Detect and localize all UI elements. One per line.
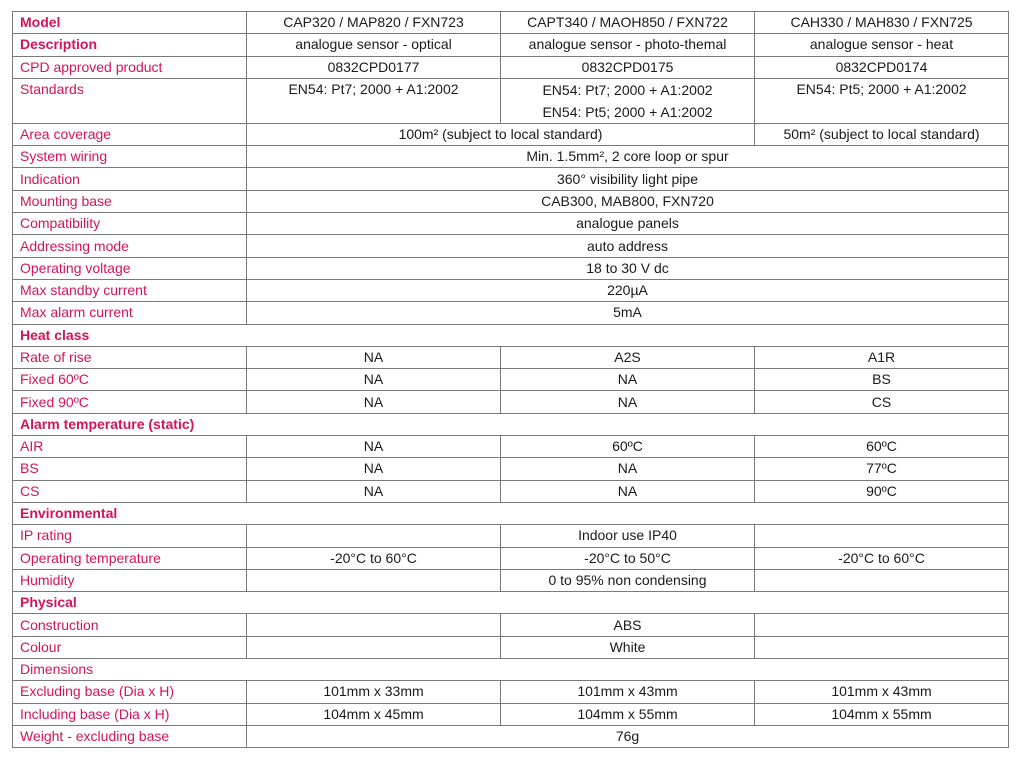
section-heading-environmental: Environmental — [13, 502, 1009, 524]
fixed-90-cell: NA — [247, 391, 501, 413]
model-cell: CAH330 / MAH830 / FXN725 — [755, 12, 1009, 34]
row-label-standby: Max standby current — [13, 279, 247, 301]
table-row — [13, 235, 1009, 257]
standards-cell — [501, 78, 755, 123]
specification-table — [12, 11, 1009, 748]
row-label-alarm-current: Max alarm current — [13, 302, 247, 324]
operating-temperature-cell: -20°C to 60°C — [755, 547, 1009, 569]
weight-cell: 76g — [247, 725, 1009, 747]
table-row — [13, 190, 1009, 212]
table-row — [13, 391, 1009, 413]
table-row — [13, 525, 1009, 547]
row-label-bs: BS — [13, 458, 247, 480]
operating-temperature-cell: -20°C to 50°C — [501, 547, 755, 569]
air-cell: 60ºC — [501, 436, 755, 458]
row-label-area: Area coverage — [13, 123, 247, 145]
table-row — [13, 703, 1009, 725]
standards-cell: EN54: Pt5; 2000 + A1:2002 — [755, 78, 1009, 123]
section-heading-alarm-temperature: Alarm temperature (static) — [13, 413, 1009, 435]
operating-temperature-cell: -20°C to 60°C — [247, 547, 501, 569]
area-cell: 50m² (subject to local standard) — [755, 123, 1009, 145]
compatibility-cell: analogue panels — [247, 213, 1009, 235]
row-label-indication: Indication — [13, 168, 247, 190]
section-heading-physical: Physical — [13, 592, 1009, 614]
standards-cell: EN54: Pt7; 2000 + A1:2002 — [247, 78, 501, 123]
empty-cell — [247, 614, 501, 636]
cs-cell: NA — [501, 480, 755, 502]
addressing-cell: auto address — [247, 235, 1009, 257]
table-row — [13, 502, 1009, 524]
air-cell: 60ºC — [755, 436, 1009, 458]
row-label-rate-of-rise: Rate of rise — [13, 346, 247, 368]
wiring-cell: Min. 1.5mm², 2 core loop or spur — [247, 146, 1009, 168]
indication-cell: 360° visibility light pipe — [247, 168, 1009, 190]
excluding-base-cell: 101mm x 43mm — [501, 681, 755, 703]
including-base-cell: 104mm x 55mm — [755, 703, 1009, 725]
voltage-cell: 18 to 30 V dc — [247, 257, 1009, 279]
rate-of-rise-cell: NA — [247, 346, 501, 368]
standards-line: EN54: Pt7; 2000 + A1:2002 — [542, 81, 713, 98]
including-base-cell: 104mm x 45mm — [247, 703, 501, 725]
table-row — [13, 34, 1009, 56]
including-base-cell: 104mm x 55mm — [501, 703, 755, 725]
row-label-wiring: System wiring — [13, 146, 247, 168]
fixed-90-cell: CS — [755, 391, 1009, 413]
colour-cell: White — [501, 636, 755, 658]
section-heading-heat-class: Heat class — [13, 324, 1009, 346]
table-row — [13, 12, 1009, 34]
table-row — [13, 168, 1009, 190]
model-cell: CAPT340 / MAOH850 / FXN722 — [501, 12, 755, 34]
empty-cell — [755, 525, 1009, 547]
table-row — [13, 659, 1009, 681]
table-row — [13, 346, 1009, 368]
bs-cell: NA — [501, 458, 755, 480]
row-label-compatibility: Compatibility — [13, 213, 247, 235]
table-row — [13, 78, 1009, 123]
rate-of-rise-cell: A2S — [501, 346, 755, 368]
table-row — [13, 213, 1009, 235]
humidity-cell: 0 to 95% non condensing — [501, 569, 755, 591]
table-row — [13, 547, 1009, 569]
air-cell: NA — [247, 436, 501, 458]
empty-cell — [755, 569, 1009, 591]
row-label-excluding-base: Excluding base (Dia x H) — [13, 681, 247, 703]
mounting-cell: CAB300, MAB800, FXN720 — [247, 190, 1009, 212]
table-row — [13, 279, 1009, 301]
table-row — [13, 257, 1009, 279]
table-row — [13, 146, 1009, 168]
empty-cell — [247, 525, 501, 547]
row-label-description: Description — [13, 34, 247, 56]
row-label-standards: Standards — [13, 78, 247, 123]
row-label-fixed-60: Fixed 60ºC — [13, 369, 247, 391]
cpd-cell: 0832CPD0174 — [755, 56, 1009, 78]
row-label-fixed-90: Fixed 90ºC — [13, 391, 247, 413]
row-label-dimensions: Dimensions — [13, 659, 1009, 681]
table-row — [13, 592, 1009, 614]
excluding-base-cell: 101mm x 33mm — [247, 681, 501, 703]
table-row — [13, 458, 1009, 480]
alarm-current-cell: 5mA — [247, 302, 1009, 324]
empty-cell — [755, 614, 1009, 636]
fixed-60-cell: BS — [755, 369, 1009, 391]
table-row — [13, 302, 1009, 324]
row-label-cpd: CPD approved product — [13, 56, 247, 78]
row-label-voltage: Operating voltage — [13, 257, 247, 279]
table-row — [13, 480, 1009, 502]
row-label-construction: Construction — [13, 614, 247, 636]
row-label-cs: CS — [13, 480, 247, 502]
bs-cell: 77ºC — [755, 458, 1009, 480]
empty-cell — [247, 569, 501, 591]
table-row — [13, 324, 1009, 346]
construction-cell: ABS — [501, 614, 755, 636]
area-cell: 100m² (subject to local standard) — [247, 123, 755, 145]
table-row — [13, 56, 1009, 78]
cs-cell: 90ºC — [755, 480, 1009, 502]
fixed-60-cell: NA — [501, 369, 755, 391]
row-label-addressing: Addressing mode — [13, 235, 247, 257]
description-cell: analogue sensor - optical — [247, 34, 501, 56]
row-label-model: Model — [13, 12, 247, 34]
rate-of-rise-cell: A1R — [755, 346, 1009, 368]
table-row — [13, 369, 1009, 391]
table-row — [13, 681, 1009, 703]
empty-cell — [755, 636, 1009, 658]
cs-cell: NA — [247, 480, 501, 502]
row-label-colour: Colour — [13, 636, 247, 658]
fixed-60-cell: NA — [247, 369, 501, 391]
table-row — [13, 123, 1009, 145]
bs-cell: NA — [247, 458, 501, 480]
empty-cell — [247, 636, 501, 658]
table-row — [13, 614, 1009, 636]
row-label-weight: Weight - excluding base — [13, 725, 247, 747]
table-row — [13, 436, 1009, 458]
standards-line: EN54: Pt5; 2000 + A1:2002 — [542, 103, 713, 120]
description-cell: analogue sensor - heat — [755, 34, 1009, 56]
excluding-base-cell: 101mm x 43mm — [755, 681, 1009, 703]
description-cell: analogue sensor - photo-themal — [501, 34, 755, 56]
table-row — [13, 413, 1009, 435]
row-label-including-base: Including base (Dia x H) — [13, 703, 247, 725]
cpd-cell: 0832CPD0175 — [501, 56, 755, 78]
table-row — [13, 569, 1009, 591]
row-label-operating-temperature: Operating temperature — [13, 547, 247, 569]
row-label-ip-rating: IP rating — [13, 525, 247, 547]
table-row — [13, 636, 1009, 658]
fixed-90-cell: NA — [501, 391, 755, 413]
row-label-air: AIR — [13, 436, 247, 458]
model-cell: CAP320 / MAP820 / FXN723 — [247, 12, 501, 34]
standby-cell: 220µA — [247, 279, 1009, 301]
row-label-mounting: Mounting base — [13, 190, 247, 212]
table-row — [13, 725, 1009, 747]
row-label-humidity: Humidity — [13, 569, 247, 591]
cpd-cell: 0832CPD0177 — [247, 56, 501, 78]
ip-rating-cell: Indoor use IP40 — [501, 525, 755, 547]
